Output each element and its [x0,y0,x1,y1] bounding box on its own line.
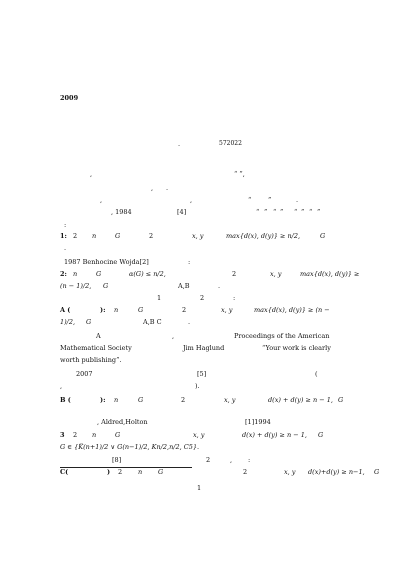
conjecture-C-G: G [158,468,164,476]
postal-code: 572022 [219,140,242,147]
theorem-1-xy: x, y [192,232,204,240]
theorem-2-formula: max{d(x), d(y)} ≥ [300,270,360,278]
theorem-3-label: 3 [60,431,65,439]
para-1987: 1987 Benhocine Wojda[2] [64,258,149,266]
theorem-3-membership: G ∈ {K̅(n+1)/2 ∨ G(n−1)/2, Kn/2,n/2, C5}. [60,443,200,451]
affiliation-dot: . [178,140,181,148]
conjecture-B-n: n [114,396,119,404]
intro-l2-b: . [166,184,169,192]
intro-l3-d: ” [268,196,272,204]
para-2007-comma: , [60,382,63,390]
theorem-2-dot: . [218,282,221,290]
intro-l3-c: “ [248,196,252,204]
intro-year-1984: , 1984 [111,208,132,216]
theorem-1-2: 2 [149,232,154,240]
theorem-2-alpha: α(G) ≤ n/2, [129,270,166,278]
conjecture-A-label: A ( [60,306,71,314]
conjecture-C-close: ) [107,468,111,476]
theorem-2-G2: G [103,282,109,290]
conjecture-C-formula: d(x)+d(y) ≥ n−1, [308,468,365,476]
intro-l3-e: . [296,196,299,204]
intro-q1: “ [256,208,260,216]
para-A-person: Jim Haglund [183,344,225,352]
conjecture-C-n: n [138,468,143,476]
para-2007-ref: [5] [197,370,207,378]
conjecture-A-dot: . [188,318,191,326]
intro-q5: “ [294,208,298,216]
intro-l1-quote: “ ”, [234,170,245,178]
cond-colon: : [233,294,236,302]
footnote-rule [60,467,192,468]
intro-q7: “ [309,208,313,216]
para-8-two: 2 [206,456,211,464]
theorem-1-G2: G [320,232,326,240]
para-1987-colon: : [188,258,191,266]
conjecture-B-G2: G [338,396,344,404]
conjecture-A-close: ): [100,306,106,314]
conjecture-A-G2: G [86,318,92,326]
theorem-2-n: n [73,270,78,278]
theorem-1-two: 2 [73,232,78,240]
theorem-2-two: 2 [232,270,237,278]
para-2007-paren: ( [315,370,318,378]
conjecture-A-ABC: A,B C [143,318,162,326]
para-2007-close: ). [195,382,200,390]
conjecture-C-two: 2 [118,468,123,476]
para-1994-names: , Aldred,Holton [97,418,148,426]
conjecture-A-two: 2 [182,306,187,314]
para-8-colon: : [248,456,251,464]
intro-colon: : [64,221,67,229]
intro-q8: ” [317,208,321,216]
intro-q6: ” [301,208,305,216]
para-8-comma: , [230,456,233,464]
theorem-2-AB: A,B [178,282,190,290]
intro-ref-4: [4] [177,208,187,216]
para-8-ref: [8] [112,456,122,464]
intro-l1-comma: , [90,170,93,178]
intro-q2: ” [264,208,268,216]
intro-q3: “ [273,208,277,216]
para-A-letter: A [96,332,101,340]
theorem-2-label: 2: [60,270,67,278]
para-1994-ref: [1]1994 [245,418,271,426]
theorem-1-formula: max{d(x), d(y)} ≥ n/2, [226,232,301,240]
cond-1: 1 [157,294,162,302]
page-number: 1 [197,484,202,492]
intro-l3-b: , [190,196,193,204]
intro-q4: ” [280,208,284,216]
theorem-3-G2: G [318,431,324,439]
conjecture-C-label: C( [60,468,69,476]
intro-l2-a: , [151,184,154,192]
theorem-1-n: n [92,232,97,240]
header-year: 2009 [60,94,79,102]
conjecture-C-G2: G [374,468,380,476]
theorem-3-G: G [115,431,121,439]
cond-2: 2 [200,294,205,302]
conjecture-A-formula: max{d(x), d(y)} ≥ (n − [254,306,330,314]
para-A-journal2: Mathematical Society [60,344,132,352]
conjecture-B-xy: x, y [224,396,236,404]
theorem-3-xy: x, y [193,431,205,439]
conjecture-B-close: ): [100,396,106,404]
conjecture-B-two: 2 [181,396,186,404]
conjecture-B-G: G [138,396,144,404]
para-A-quote2: worth publishing”. [60,356,122,364]
para-A-comma: , [172,332,175,340]
conjecture-B-formula: d(x) + d(y) ≥ n − 1, [268,396,333,404]
para-A-journal: Proceedings of the American [234,332,330,340]
conjecture-A-cont: 1)/2, [60,318,76,326]
conjecture-A-xy: x, y [221,306,233,314]
para-2007-year: 2007 [76,370,93,378]
theorem-2-xy: x, y [270,270,282,278]
theorem-2-G: G [96,270,102,278]
theorem-1-label: 1: [60,232,67,240]
conjecture-A-n: n [114,306,119,314]
theorem-3-n: n [92,431,97,439]
conjecture-A-G: G [138,306,144,314]
conjecture-B-label: B ( [60,396,71,404]
conjecture-C-two2: 2 [243,468,248,476]
theorem-3-two: 2 [73,431,78,439]
theorem-1-G: G [115,232,121,240]
theorem-3-formula: d(x) + d(y) ≥ n − 1, [242,431,307,439]
theorem-1-dot: . [64,244,67,252]
theorem-2-cont: (n − 1)/2, [60,282,92,290]
intro-l3-a: , [100,196,103,204]
conjecture-C-xy: x, y [284,468,296,476]
para-A-quote: “Your work is clearly [262,344,331,352]
